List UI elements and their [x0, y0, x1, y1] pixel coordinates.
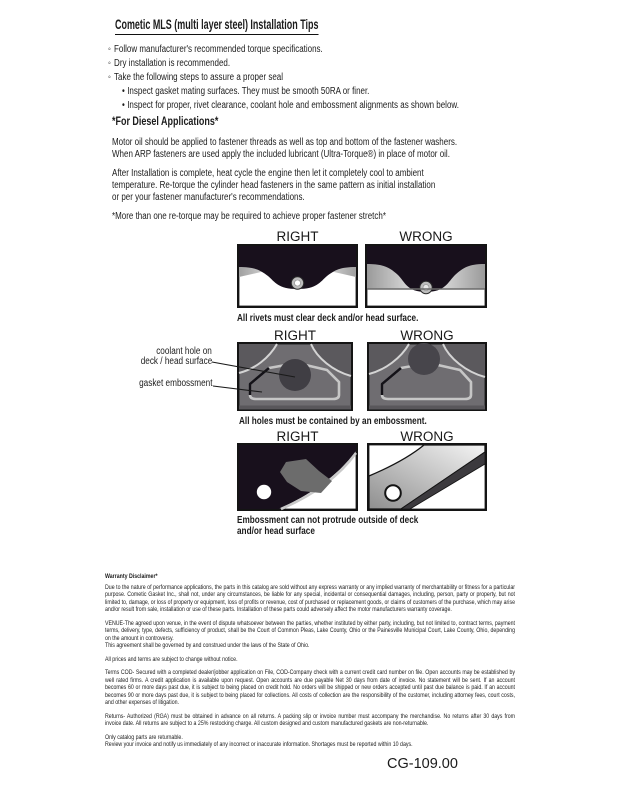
page-number: CG-109.00 [387, 756, 458, 772]
terms-cod-paragraph: Terms COD- Secured with a completed dealer/jobber application on File, COD-Company check with a current credit card number on file. Open accounts may be established by well rated firms. A credit application is available upon request. Open accounts are due payable Net 30 days from date of invoice. No statement will be sent. If an account becomes 60 or more days past due, it is subject to being placed on credit hold. No orders will be shipped or new orders accepted until past due balance is paid. If an account becomes 90 or more days past due, it is subject to being placed for collections. All costs of collection are the responsibility of the customer, including attorney fees, court costs, and other expenses of litigation. [105, 669, 515, 706]
tip-text: Inspect gasket mating surfaces. They must be smooth 50RA or finer. [127, 86, 370, 97]
right-label-row3: RIGHT [276, 429, 319, 444]
coolant-hole-label: coolant hole on [156, 346, 212, 357]
rivet-clearance-wrong-svg [365, 244, 487, 308]
returnable-text: Only catalog parts are returnable. [105, 733, 183, 741]
row3-caption-wrap [237, 515, 458, 537]
legal-section [105, 573, 515, 755]
tip-text: Follow manufacturer's recommended torque specifications. [114, 44, 323, 55]
wrong-label-row3: WRONG [400, 429, 454, 444]
tip-text: Dry installation is recommended. [114, 58, 231, 69]
wrong-label-row1: WRONG [399, 229, 453, 244]
wrong-label-row2: WRONG [400, 328, 454, 343]
coolant-hole [408, 343, 440, 375]
right-label-row1: RIGHT [276, 229, 319, 244]
rivet-clearance-right-svg [237, 244, 358, 308]
bottom-strip [239, 406, 351, 410]
invoice-review-text: Review your invoice and notify us immediately of any incorrect or inaccurate information. Shortages must be reported within 10 days. [105, 741, 413, 748]
list-item [122, 99, 543, 113]
returns-paragraph: Returns- Authorized (RGA) must be obtained in advance on all returns. A packing slip or invoice number must accompany the merchandise. No returns after 30 days from invoice date. All returns are subject to a 25% restocking charge. All custom designed and custom manufactured gaskets are non-returnable. [105, 712, 515, 727]
warranty-paragraph: Due to the nature of performance applications, the parts in this catalog are sold without any express warranty or any implied warranty of merchantability or fitness for a particular purpose. Cometic Gasket Inc., shall not, under any circumstances, be liable for any special, incidental or consequential damages, including, person, party or property, but not limited to, damage, or loss of property or equipment, loss of profits or revenue, cost of purchased or replacement goods, or claims of customers of the purchase, which may arise and/or result from sale, installation or use of these parts. Installation of these parts could adversely affect the motor manufacturers warranty coverage. [105, 583, 515, 613]
embossment-wrong-diagram [367, 342, 487, 411]
rivet-clearance-right-diagram [237, 244, 358, 308]
row3-caption-line2: and/or head surface [237, 526, 315, 537]
embossment-wrong-svg [367, 342, 487, 411]
warranty-disclaimer-heading: Warranty Disclaimer* [105, 573, 158, 580]
protrusion-wrong-diagram [367, 443, 487, 511]
rivet-clearance-wrong-diagram [365, 244, 487, 308]
page-title: Cometic MLS (multi layer steel) Installation Tips [115, 16, 319, 32]
venue-text: VENUE-The agreed upon venue, in the event of dispute whatsoever between the parties, whether instituted by either party, including, but not limited to, contract terms, payment terms, delivery, type, defects, sufficiency of product, shall be the Court of Common Pleas, Lake County, Ohio or the Painesville Municipal Court, Lake County, Ohio, depending on the amount in controversy. [105, 619, 515, 642]
tip-text: Take the following steps to assure a proper seal [114, 72, 284, 83]
gasket-embossment-label-wrap [85, 379, 212, 389]
right-label-row2: RIGHT [274, 328, 316, 343]
row3-caption-line1: Embossment can not protrude outside of deck [237, 515, 419, 526]
diesel-heading: *For Diesel Applications* [112, 116, 219, 128]
bolt-hole [257, 485, 271, 499]
paragraph [112, 168, 543, 204]
paragraph-line: Motor oil should be applied to fastener threads as well as top and bottom of the fastener washers. [112, 137, 458, 148]
paragraph-line: *More than one re-torque may be required to achieve proper fastener stretch* [112, 211, 386, 222]
protrusion-right-diagram [237, 443, 358, 511]
protrusion-right-svg [237, 443, 358, 511]
prices-notice: All prices and terms are subject to change without notice. [105, 655, 238, 663]
list-item [108, 57, 543, 71]
bottom-strip [369, 406, 485, 410]
rivet-center [295, 280, 301, 286]
paragraph-line: When ARP fasteners are used apply the included lubricant (Ultra-Torque®) in place of motor oil. [112, 149, 450, 160]
bolt-hole [385, 485, 401, 501]
embossment-right-diagram [237, 342, 353, 411]
coolant-hole-label: deck / head surface [140, 356, 212, 367]
coolant-hole [279, 359, 311, 391]
list-item [108, 43, 543, 57]
page-title-wrap [115, 16, 433, 35]
paragraph-line: temperature. Re-torque the cylinder head fasteners in the same pattern as initial installation [112, 180, 436, 191]
row2-caption-wrap [239, 416, 468, 427]
tip-text: Inspect for proper, rivet clearance, coolant hole and embossment alignments as shown below. [127, 100, 459, 111]
list-item [108, 71, 543, 85]
tips-list [108, 43, 543, 113]
list-item [122, 85, 543, 99]
embossment-right-svg [237, 342, 353, 411]
protrusion-wrong-svg [367, 443, 487, 511]
diesel-section [112, 116, 543, 223]
diesel-heading-wrap [112, 116, 543, 130]
row2-caption: All holes must be contained by an embossment. [239, 416, 427, 427]
row1-caption-wrap [237, 313, 458, 324]
paragraph [112, 211, 543, 223]
governing-law-text: This agreement shall be governed by and construed under the laws of the State of Ohio. [105, 642, 310, 649]
coolant-hole-label-line2-wrap [85, 357, 212, 367]
paragraph-line: or per your fastener manufacturer's recommendations. [112, 192, 305, 203]
gasket-embossment-label: gasket embossment [138, 378, 212, 389]
row1-caption: All rivets must clear deck and/or head surface. [237, 313, 419, 324]
venue-paragraph [105, 620, 515, 650]
returnable-note [105, 734, 515, 749]
paragraph-line: After Installation is complete, heat cycle the engine then let it completely cool to ambient [112, 168, 424, 179]
paragraph [112, 137, 543, 161]
